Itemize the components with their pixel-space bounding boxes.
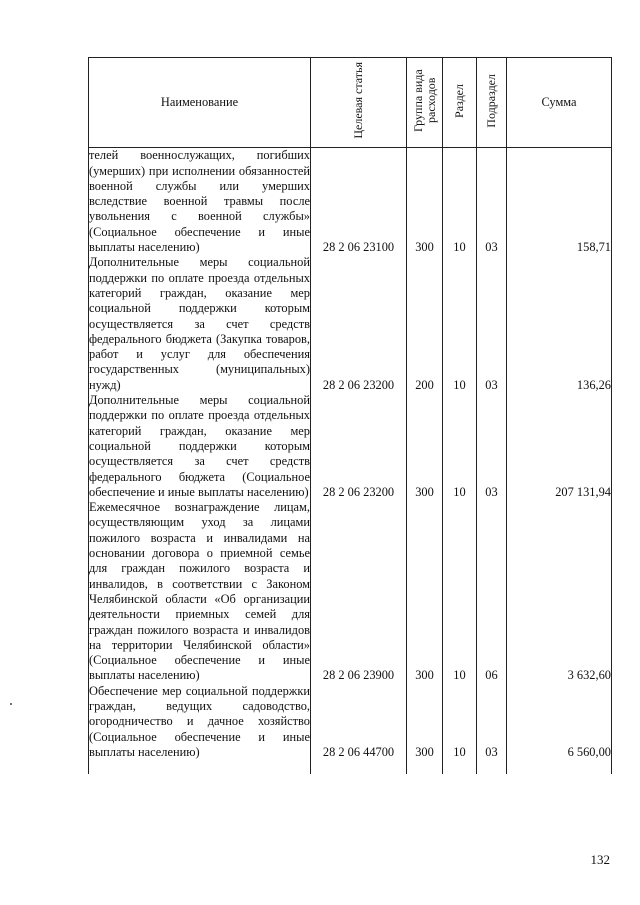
- row-name: Дополнительные меры социальной поддержки по оплате проезда отдельных категорий граждан, оказание мер социальной поддержки которым осуществляется за счет средств федерального бюджета (Закупка товаров, работ и услуг для обеспечения государственных (муниципальных) нужд): [89, 255, 310, 392]
- row-expense-group: 300: [407, 148, 443, 256]
- row-target-article: 28 2 06 44700: [311, 684, 407, 760]
- row-section: 10: [443, 684, 477, 760]
- row-expense-group: 300: [407, 393, 443, 500]
- row-section: 10: [443, 500, 477, 684]
- row-subsection: 03: [477, 255, 507, 393]
- row-section: 10: [443, 148, 477, 256]
- row-expense-group: 300: [407, 500, 443, 684]
- row-sum: 6 560,00: [507, 684, 612, 760]
- table-row: [89, 684, 612, 760]
- table-header-row: [89, 58, 612, 148]
- row-subsection: 03: [477, 148, 507, 256]
- row-sum: 207 131,94: [507, 393, 612, 500]
- header-target-article: Целевая статья: [311, 58, 407, 148]
- row-target-article: 28 2 06 23200: [311, 255, 407, 393]
- row-name: Обеспечение мер социальной поддержки граждан, ведущих садоводство, огородничество и дачное хозяйство (Социальное обеспечение и иные выплаты населению): [89, 683, 310, 759]
- row-target-article: 28 2 06 23900: [311, 500, 407, 684]
- row-subsection: 06: [477, 500, 507, 684]
- row-subsection: 03: [477, 684, 507, 760]
- header-subsection: Подраздел: [477, 58, 507, 148]
- table-row: [89, 148, 612, 256]
- budget-table: [88, 57, 612, 774]
- table-row: [89, 393, 612, 500]
- row-name: Дополнительные меры социальной поддержки по оплате проезда отдельных категорий граждан, оказание мер социальной поддержки которым осуществляется за счет средств федерального бюджета (Социальное обеспечение и иные выплаты населению): [89, 393, 310, 499]
- row-section: 10: [443, 393, 477, 500]
- table-row: [89, 500, 612, 684]
- row-sum: 3 632,60: [507, 500, 612, 684]
- header-name: Наименование: [89, 58, 311, 148]
- row-target-article: 28 2 06 23100: [311, 148, 407, 256]
- row-name: телей военнослужащих, погибших (умерших) при исполнении обязанностей военной службы или умерших вследствие военной травмы после увольнения с военной службы» (Социальное обеспечение и иные выплаты населению): [89, 148, 310, 255]
- row-expense-group: 300: [407, 684, 443, 760]
- header-section: Раздел: [443, 58, 477, 148]
- scan-dot: [10, 703, 12, 705]
- table-bottom-spacer: [89, 760, 612, 774]
- row-name: Ежемесячное вознаграждение лицам, осуществляющим уход за лицами пожилого возраста и инвалидами на основании договора о приемной семье для граждан пожилого возраста и инвалидов, в соответствии с Законом Челябинской области «Об организации деятельности приемных семей для граждан пожилого возраста и инвалидов на территории Челябинской области» (Социальное обеспечение и иные выплаты населению): [89, 500, 310, 683]
- row-target-article: 28 2 06 23200: [311, 393, 407, 500]
- header-expense-group: Группа вида расходов: [407, 58, 443, 148]
- row-expense-group: 200: [407, 255, 443, 393]
- table-row: [89, 255, 612, 393]
- row-sum: 158,71: [507, 148, 612, 256]
- page-number: 132: [590, 852, 610, 867]
- row-section: 10: [443, 255, 477, 393]
- row-subsection: 03: [477, 393, 507, 500]
- row-sum: 136,26: [507, 255, 612, 393]
- header-sum: Сумма: [507, 58, 612, 148]
